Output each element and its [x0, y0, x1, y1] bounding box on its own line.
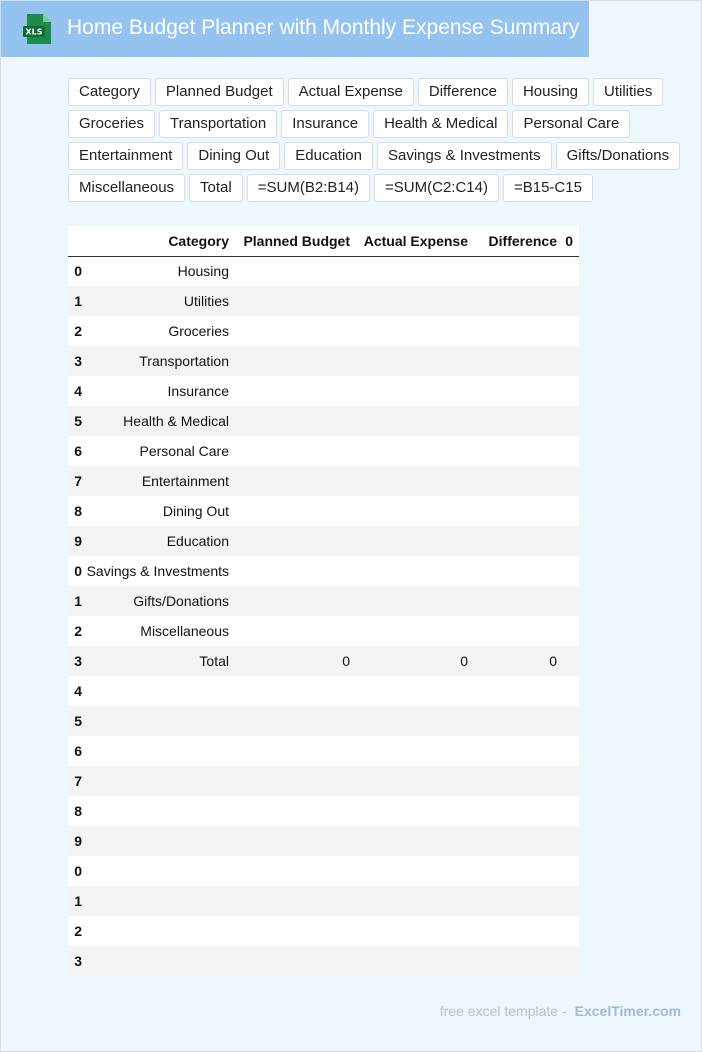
actual-expense-cell[interactable]: [356, 736, 474, 766]
row-index-cell[interactable]: [68, 916, 82, 946]
planned-budget-cell[interactable]: [235, 916, 356, 946]
index-header: [68, 226, 78, 256]
category-cell[interactable]: Entertainment: [78, 466, 235, 496]
category-cell[interactable]: [78, 916, 235, 946]
row-index-label: 5: [74, 413, 82, 429]
row-index-label: 9: [74, 833, 82, 849]
table-row: [68, 736, 579, 766]
difference-cell[interactable]: [474, 856, 563, 886]
planned-budget-cell[interactable]: [235, 466, 356, 496]
row-index-label: 3: [74, 653, 82, 669]
extra-cell[interactable]: [563, 886, 579, 916]
actual-expense-cell[interactable]: [356, 346, 474, 376]
difference-cell[interactable]: 0: [474, 646, 563, 676]
planned-budget-cell[interactable]: [235, 526, 356, 556]
planned-budget-cell[interactable]: [235, 826, 356, 856]
row-index-cell[interactable]: [68, 856, 82, 886]
actual-expense-cell[interactable]: [356, 556, 474, 586]
actual-expense-cell[interactable]: [356, 616, 474, 646]
extra-cell[interactable]: [563, 766, 579, 796]
row-index-cell[interactable]: [68, 826, 82, 856]
data-sheet: [68, 226, 579, 976]
planned-budget-cell[interactable]: [235, 436, 356, 466]
row-index-label: 3: [74, 353, 82, 369]
category-cell[interactable]: [78, 676, 235, 706]
extra-cell[interactable]: [563, 796, 579, 826]
category-cell[interactable]: Gifts/Donations: [78, 586, 235, 616]
row-index-cell[interactable]: [68, 706, 82, 736]
difference-cell[interactable]: [474, 736, 563, 766]
difference-cell[interactable]: [474, 256, 563, 286]
planned-budget-cell[interactable]: [235, 766, 356, 796]
extra-cell[interactable]: [563, 346, 579, 376]
extra-cell[interactable]: [563, 376, 579, 406]
column-tag[interactable]: Entertainment: [68, 142, 183, 170]
category-cell[interactable]: Education: [78, 526, 235, 556]
table-row: [68, 346, 579, 376]
extra-cell[interactable]: [563, 826, 579, 856]
table-row: [68, 766, 579, 796]
table-row: [68, 586, 579, 616]
column-tag[interactable]: Savings & Investments: [377, 142, 552, 170]
planned-budget-cell[interactable]: [235, 886, 356, 916]
row-index-cell[interactable]: [68, 616, 82, 646]
planned-budget-cell[interactable]: [235, 586, 356, 616]
footer-credit: [440, 1003, 681, 1019]
row-index-label: 4: [74, 683, 82, 699]
planned-budget-cell[interactable]: [235, 796, 356, 826]
row-index-label: 1: [74, 593, 82, 609]
budget-table: [68, 226, 579, 976]
row-index-cell[interactable]: [68, 346, 82, 376]
column-header-actual-expense[interactable]: Actual Expense: [356, 226, 474, 256]
planned-budget-cell[interactable]: [235, 856, 356, 886]
column-tag[interactable]: Gifts/Donations: [556, 142, 681, 170]
difference-cell[interactable]: [474, 946, 563, 976]
category-cell[interactable]: Utilities: [78, 286, 235, 316]
column-tag-list: [68, 78, 688, 202]
difference-cell[interactable]: [474, 796, 563, 826]
row-index-label: 7: [74, 473, 82, 489]
extra-cell[interactable]: [563, 466, 579, 496]
column-tag[interactable]: Utilities: [593, 78, 663, 106]
actual-expense-cell[interactable]: [356, 256, 474, 286]
table-row: [68, 256, 579, 286]
difference-cell[interactable]: [474, 436, 563, 466]
row-index-label: 0: [74, 563, 82, 579]
extra-cell[interactable]: [563, 526, 579, 556]
category-cell[interactable]: Health & Medical: [78, 406, 235, 436]
column-tag[interactable]: Transportation: [159, 110, 277, 138]
row-index-cell[interactable]: [68, 676, 82, 706]
row-index-cell[interactable]: [68, 436, 82, 466]
table-row: [68, 946, 579, 976]
column-tag[interactable]: Groceries: [68, 110, 155, 138]
column-tag[interactable]: Personal Care: [512, 110, 630, 138]
category-cell[interactable]: [78, 946, 235, 976]
difference-cell[interactable]: [474, 316, 563, 346]
category-cell[interactable]: [78, 796, 235, 826]
planned-budget-cell[interactable]: [235, 556, 356, 586]
extra-cell[interactable]: [563, 436, 579, 466]
row-index-label: 0: [74, 263, 82, 280]
difference-cell[interactable]: [474, 706, 563, 736]
difference-cell[interactable]: [474, 556, 563, 586]
extra-cell[interactable]: [563, 916, 579, 946]
planned-budget-cell[interactable]: [235, 706, 356, 736]
table-row: [68, 796, 579, 826]
row-index-cell[interactable]: [68, 646, 82, 676]
difference-cell[interactable]: [474, 886, 563, 916]
footer-brand-link[interactable]: ExcelTimer.com: [574, 1003, 681, 1019]
table-row: [68, 406, 579, 436]
row-index-cell[interactable]: [68, 526, 82, 556]
difference-cell[interactable]: [474, 376, 563, 406]
row-index-label: 2: [74, 923, 82, 939]
table-row: [68, 316, 579, 346]
category-cell[interactable]: [78, 736, 235, 766]
column-tag[interactable]: Total: [189, 174, 243, 202]
table-row: [68, 676, 579, 706]
row-index-cell[interactable]: [68, 466, 82, 496]
table-row: [68, 616, 579, 646]
row-index-label: 8: [74, 803, 82, 819]
column-tag[interactable]: Difference: [418, 78, 508, 106]
difference-cell[interactable]: [474, 346, 563, 376]
row-index-cell[interactable]: [68, 556, 82, 586]
row-index-cell[interactable]: [68, 946, 82, 976]
actual-expense-cell[interactable]: [356, 766, 474, 796]
table-row: [68, 706, 579, 736]
row-index-label: 1: [74, 893, 82, 909]
row-index-label: 4: [74, 383, 82, 399]
actual-expense-cell[interactable]: [356, 706, 474, 736]
extra-cell[interactable]: [563, 736, 579, 766]
row-index-cell[interactable]: [68, 766, 82, 796]
column-tag[interactable]: Education: [284, 142, 373, 170]
extra-cell[interactable]: [563, 316, 579, 346]
category-cell[interactable]: [78, 856, 235, 886]
row-index-cell[interactable]: [68, 796, 82, 826]
table-row: [68, 556, 579, 586]
row-index-cell[interactable]: [68, 256, 82, 286]
table-row: [68, 646, 579, 676]
category-cell[interactable]: Total: [78, 646, 235, 676]
difference-cell[interactable]: [474, 286, 563, 316]
column-header-extra[interactable]: 0: [563, 226, 579, 256]
difference-cell[interactable]: [474, 766, 563, 796]
planned-budget-cell[interactable]: [235, 616, 356, 646]
category-cell[interactable]: [78, 766, 235, 796]
planned-budget-cell[interactable]: [235, 676, 356, 706]
actual-expense-cell[interactable]: [356, 406, 474, 436]
table-row: [68, 856, 579, 886]
row-index-label: 1: [74, 293, 82, 309]
planned-budget-cell[interactable]: [235, 286, 356, 316]
row-index-cell[interactable]: [68, 316, 82, 346]
difference-cell[interactable]: [474, 826, 563, 856]
category-cell[interactable]: Dining Out: [78, 496, 235, 526]
extra-cell[interactable]: [563, 676, 579, 706]
difference-cell[interactable]: [474, 466, 563, 496]
column-header-planned-budget[interactable]: Planned Budget: [235, 226, 356, 256]
extra-cell[interactable]: [563, 856, 579, 886]
page-header: [1, 1, 589, 57]
extra-cell[interactable]: [563, 496, 579, 526]
actual-expense-cell[interactable]: 0: [356, 646, 474, 676]
footer-text: free excel template -: [439, 1003, 567, 1019]
extra-cell[interactable]: [563, 286, 579, 316]
actual-expense-cell[interactable]: [356, 286, 474, 316]
row-index-cell[interactable]: [68, 406, 82, 436]
row-index-cell[interactable]: [68, 736, 82, 766]
table-row: [68, 376, 579, 406]
row-index-cell[interactable]: [68, 886, 82, 916]
row-index-label: 2: [74, 323, 82, 339]
planned-budget-cell[interactable]: [235, 736, 356, 766]
extra-cell[interactable]: [563, 946, 579, 976]
row-index-label: 5: [74, 713, 82, 729]
column-tag[interactable]: Housing: [512, 78, 589, 106]
column-tag[interactable]: Planned Budget: [155, 78, 284, 106]
table-row: [68, 826, 579, 856]
difference-cell[interactable]: [474, 496, 563, 526]
extra-cell[interactable]: [563, 556, 579, 586]
row-index-label: 0: [74, 863, 82, 879]
column-tag[interactable]: =SUM(C2:C14): [374, 174, 499, 202]
actual-expense-cell[interactable]: [356, 886, 474, 916]
row-index-label: 8: [74, 503, 82, 519]
difference-cell[interactable]: [474, 586, 563, 616]
actual-expense-cell[interactable]: [356, 676, 474, 706]
actual-expense-cell[interactable]: [356, 826, 474, 856]
column-tag[interactable]: Health & Medical: [373, 110, 508, 138]
category-cell[interactable]: Insurance: [78, 376, 235, 406]
column-tag[interactable]: Dining Out: [187, 142, 280, 170]
column-tag[interactable]: Actual Expense: [288, 78, 414, 106]
extra-cell[interactable]: [563, 586, 579, 616]
table-row: [68, 436, 579, 466]
category-cell[interactable]: [78, 886, 235, 916]
row-index-label: 6: [74, 743, 82, 759]
row-index-cell[interactable]: [68, 496, 82, 526]
actual-expense-cell[interactable]: [356, 946, 474, 976]
difference-cell[interactable]: [474, 916, 563, 946]
excel-file-icon: [23, 13, 53, 45]
category-cell[interactable]: Transportation: [78, 346, 235, 376]
table-row: [68, 466, 579, 496]
actual-expense-cell[interactable]: [356, 436, 474, 466]
planned-budget-cell[interactable]: [235, 946, 356, 976]
category-cell[interactable]: Personal Care: [78, 436, 235, 466]
column-tag[interactable]: Category: [68, 78, 151, 106]
planned-budget-cell[interactable]: [235, 256, 356, 286]
actual-expense-cell[interactable]: [356, 316, 474, 346]
table-row: [68, 886, 579, 916]
table-row: [68, 286, 579, 316]
extra-cell[interactable]: [563, 256, 579, 286]
svg-text:XLS: XLS: [25, 27, 43, 37]
row-index-label: 6: [74, 443, 82, 459]
category-cell[interactable]: Groceries: [78, 316, 235, 346]
actual-expense-cell[interactable]: [356, 856, 474, 886]
table-row: [68, 526, 579, 556]
row-index-label: 3: [74, 953, 82, 969]
extra-cell[interactable]: [563, 406, 579, 436]
extra-cell[interactable]: [563, 616, 579, 646]
actual-expense-cell[interactable]: [356, 796, 474, 826]
table-row: [68, 496, 579, 526]
planned-budget-cell[interactable]: [235, 346, 356, 376]
row-index-cell[interactable]: [68, 286, 82, 316]
difference-cell[interactable]: [474, 406, 563, 436]
planned-budget-cell[interactable]: 0: [235, 646, 356, 676]
difference-cell[interactable]: [474, 526, 563, 556]
row-index-label: 7: [74, 773, 82, 789]
category-cell[interactable]: Miscellaneous: [78, 616, 235, 646]
column-tag[interactable]: =B15-C15: [503, 174, 593, 202]
category-cell[interactable]: Housing: [78, 256, 235, 286]
row-index-label: 9: [74, 533, 82, 549]
actual-expense-cell[interactable]: [356, 466, 474, 496]
category-cell[interactable]: [78, 706, 235, 736]
column-tag[interactable]: Miscellaneous: [68, 174, 185, 202]
page-title: Home Budget Planner with Monthly Expense Summary: [67, 16, 580, 39]
column-tag[interactable]: Insurance: [281, 110, 369, 138]
planned-budget-cell[interactable]: [235, 406, 356, 436]
actual-expense-cell[interactable]: [356, 376, 474, 406]
actual-expense-cell[interactable]: [356, 496, 474, 526]
table-header-row: [68, 226, 579, 256]
row-index-cell[interactable]: [68, 586, 82, 616]
planned-budget-cell[interactable]: [235, 316, 356, 346]
column-header-category[interactable]: Category: [78, 226, 235, 256]
planned-budget-cell[interactable]: [235, 496, 356, 526]
column-header-difference[interactable]: Difference: [474, 226, 563, 256]
actual-expense-cell[interactable]: [356, 916, 474, 946]
category-cell[interactable]: [78, 826, 235, 856]
column-tag[interactable]: =SUM(B2:B14): [247, 174, 370, 202]
row-index-label: 2: [74, 623, 82, 639]
planned-budget-cell[interactable]: [235, 376, 356, 406]
category-cell[interactable]: Savings & Investments: [78, 556, 235, 586]
actual-expense-cell[interactable]: [356, 526, 474, 556]
extra-cell[interactable]: [563, 646, 579, 676]
difference-cell[interactable]: [474, 676, 563, 706]
row-index-cell[interactable]: [68, 376, 82, 406]
difference-cell[interactable]: [474, 616, 563, 646]
actual-expense-cell[interactable]: [356, 586, 474, 616]
table-row: [68, 916, 579, 946]
extra-cell[interactable]: [563, 706, 579, 736]
